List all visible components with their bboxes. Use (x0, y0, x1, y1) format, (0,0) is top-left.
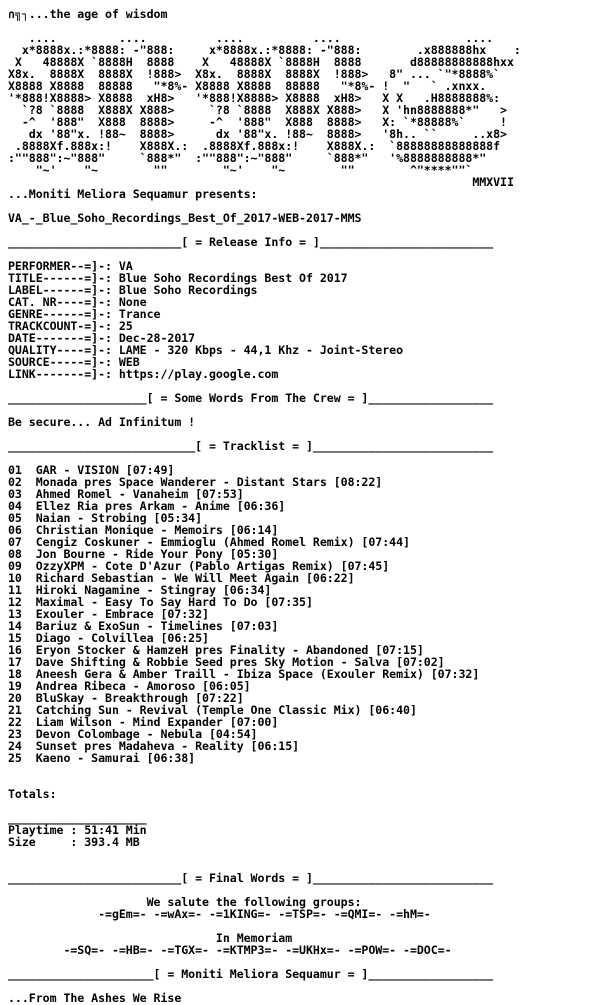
nfo-line: Be secure... Ad Infinitum ! (8, 415, 196, 429)
nfo-line: 21 Catching Sun - Revival (Temple One Classic Mix) [06:40] (8, 703, 417, 717)
nfo-line: 03 Ahmed Romel - Vanaheim [07:53] (8, 487, 244, 501)
nfo-line: _________________________[ = Final Words = ]__________________________ (8, 871, 494, 885)
nfo-line: 01 GAR - VISION [07:49] (8, 463, 175, 477)
nfo-line: 24 Sunset pres Madaheva - Reality [06:15] (8, 739, 300, 753)
nfo-line: ...Moniti Meliora Sequamur presents: (8, 187, 258, 201)
nfo-line: VA_-_Blue_Soho_Recordings_Best_Of_2017-WEB-2017-MMS (8, 211, 362, 225)
nfo-line: 18 Aneesh Gera & Amber Traill - Ibiza Space (Exouler Remix) [07:32] (8, 667, 480, 681)
nfo-line: ∩╗┐...the age of wisdom (8, 7, 168, 21)
nfo-line: LINK-------=]-: https://play.google.com (8, 367, 279, 381)
nfo-line: `?8 `8888 X888X X888> `?8 `8888 X888X X888> X 'hn8888888*" > (8, 103, 507, 117)
nfo-line: -=gEm=- -=wAx=- -=1KING=- -=TSP=- -=QMI=- -=hM=- (8, 907, 431, 921)
nfo-line: X 48888X `8888H 8888 X 48888X `8888H 8888 d88888888888hxx (8, 55, 514, 69)
nfo-line: 12 Maximal - Easy To Say Hard To Do [07:35] (8, 595, 313, 609)
nfo-line: 23 Devon Colombage - Nebula [04:54] (8, 727, 258, 741)
nfo-line: _____________________[ = Moniti Meliora Sequamur = ]__________________ (8, 967, 494, 981)
nfo-line: We salute the following groups: (8, 895, 362, 909)
nfo-line: 19 Andrea Ribeca - Amoroso [06:05] (8, 679, 251, 693)
nfo-line: 13 Exouler - Embrace [07:32] (8, 607, 209, 621)
nfo-line: PERFORMER--=]-: VA (8, 259, 133, 273)
nfo-line: 04 Ellez Ria pres Arkam - Anime [06:36] (8, 499, 286, 513)
nfo-line: ____________________ (8, 811, 147, 825)
nfo-line: 20 BluSkay - Breakthrough [07:22] (8, 691, 244, 705)
nfo-line: 22 Liam Wilson - Mind Expander [07:00] (8, 715, 279, 729)
nfo-line: ___________________________[ = Tracklist = ]__________________________ (8, 439, 494, 453)
nfo-line: ____________________[ = Some Words From The Crew = ]__________________ (8, 391, 494, 405)
nfo-line (8, 776, 592, 788)
nfo-line: dx '88"x. !88~ 8888> dx '88"x. !88~ 8888> '8h.. `` ..x8> (8, 127, 507, 141)
nfo-line: -=SQ=- -=HB=- -=TGX=- -=KTMP3=- -=UKHx=- -=POW=- -=DOC=- (8, 943, 452, 957)
nfo-line: 05 Naian - Strobing [05:34] (8, 511, 203, 525)
nfo-line: ...From The Ashes We Rise (8, 991, 182, 1005)
nfo-line: SOURCE-----=]-: WEB (8, 355, 140, 369)
nfo-line: 06 Christian Monique - Memoirs [06:14] (8, 523, 279, 537)
nfo-line: GENRE------=]-: Trance (8, 307, 161, 321)
nfo-line: X8888 X8888 88888 "*8%- X8888 X8888 88888 "*8%- ! " ` .xnxx. (8, 79, 487, 93)
nfo-line: CAT. NR----=]-: None (8, 295, 147, 309)
nfo-line: 09 OzzyXPM - Cote D'Azur (Pablo Artigas Remix) [07:45] (8, 559, 390, 573)
nfo-line: "~' "~ "" "~' "~ "" ^"****""` (8, 163, 473, 177)
nfo-line: .... .... .... .... .... (8, 31, 494, 45)
nfo-line: X8x. 8888X 8888X !888> X8x. 8888X 8888X !888> 8" ... `"*8888%` (8, 67, 501, 81)
nfo-line: 10 Richard Sebastian - We Will Meet Again [06:22] (8, 571, 355, 585)
nfo-line: 17 Dave Shifting & Robbie Seed pres Sky Motion - Salva [07:02] (8, 655, 445, 669)
nfo-line: QUALITY----=]-: LAME - 320 Kbps - 44,1 Khz - Joint-Stereo (8, 343, 404, 357)
nfo-line: TRACKCOUNT-=]-: 25 (8, 319, 133, 333)
nfo-line: :""888":~"888" `888*" :""888":~"888" `888*" '%8888888888*" (8, 151, 487, 165)
nfo-line: x*8888x.:*8888: -"888: x*8888x.:*8888: -"888: .x888888hx : (8, 43, 521, 57)
nfo-line: LABEL------=]-: Blue Soho Recordings (8, 283, 258, 297)
nfo-line: Totals: (8, 787, 57, 801)
nfo-line: 16 Eryon Stocker & HamzeH pres Finality - Abandoned [07:15] (8, 643, 424, 657)
nfo-line: 02 Monada pres Space Wanderer - Distant Stars [08:22] (8, 475, 383, 489)
nfo-line: 07 Cengiz Coskuner - Emmioglu (Ahmed Romel Remix) [07:44] (8, 535, 410, 549)
nfo-line: 25 Kaeno - Samurai [06:38] (8, 751, 196, 765)
nfo-line: TITLE------=]-: Blue Soho Recordings Best Of 2017 (8, 271, 348, 285)
nfo-line (8, 980, 592, 992)
nfo-line: '*888!X8888> X8888 xH8> '*888!X8888> X8888 xH8> X X .H8888888%: (8, 91, 501, 105)
nfo-line: .8888Xf.888x:! X888X.: .8888Xf.888x:! X888X.: `88888888888888f (8, 139, 501, 153)
nfo-line (8, 764, 592, 776)
nfo-line (8, 848, 592, 860)
nfo-line: Size : 393.4 MB (8, 835, 140, 849)
nfo-line: -^ '888" X888 8888> -^ '888" X888 8888> X: `*88888%` ! (8, 115, 507, 129)
nfo-line: _________________________[ = Release Info = ]_________________________ (8, 235, 494, 249)
nfo-line: MMXVII (8, 175, 514, 189)
nfo-line: 11 Hiroki Nagamine - Stingray [06:34] (8, 583, 272, 597)
nfo-line: In Memoriam (8, 931, 293, 945)
nfo-line: Playtime : 51:41 Min (8, 823, 147, 837)
nfo-line: 14 Bariuz & ExoSun - Timelines [07:03] (8, 619, 279, 633)
nfo-line: DATE-------=]-: Dec-28-2017 (8, 331, 196, 345)
nfo-line: 08 Jon Bourne - Ride Your Pony [05:30] (8, 547, 279, 561)
nfo-line: 15 Diago - Colvillea [06:25] (8, 631, 209, 645)
